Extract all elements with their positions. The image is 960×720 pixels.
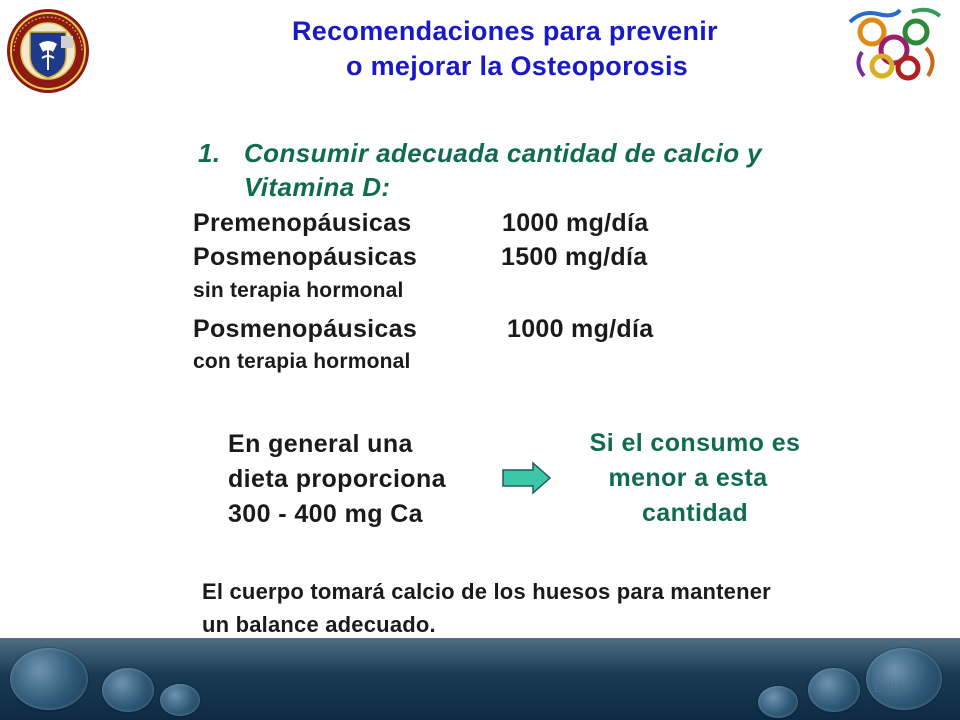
- consequence-line-1: Si el consumo es: [589, 429, 801, 457]
- diet-line-3: 300 - 400 mg Ca: [228, 500, 423, 528]
- intake-row-premenopausal: [193, 209, 649, 238]
- page-title: [240, 14, 800, 84]
- intake-note: sin terapia hormonal: [193, 279, 404, 302]
- university-seal-logo: [6, 8, 90, 94]
- diet-line-1: En general una: [228, 430, 413, 458]
- diet-statement: [228, 427, 528, 532]
- conclusion-line-2: un balance adecuado.: [202, 612, 436, 637]
- consequence-statement: [560, 426, 830, 531]
- footer-signature: LRV: [874, 679, 901, 695]
- intake-row-postmenopausal-no-therapy: [193, 243, 648, 272]
- intake-value: 1000 mg/día: [502, 209, 649, 237]
- decorative-bubble: [102, 668, 154, 712]
- intake-value: 1500 mg/día: [501, 243, 648, 271]
- decorative-bubble: [160, 684, 200, 716]
- title-line-1: Recomendaciones para prevenir: [292, 16, 718, 46]
- item-text-line-2: Vitamina D:: [244, 172, 391, 202]
- intake-value: 1000 mg/día: [507, 315, 654, 343]
- decorative-bubble: [10, 648, 88, 710]
- intake-note: con terapia hormonal: [193, 350, 411, 373]
- consequence-line-3: cantidad: [642, 499, 748, 527]
- diet-line-2: dieta proporciona: [228, 465, 446, 493]
- intake-row-postmenopausal-therapy: [193, 315, 654, 344]
- arrow-right-icon: [502, 461, 552, 495]
- intake-group: Posmenopáusicas: [193, 243, 418, 271]
- recommendation-item: [198, 136, 858, 204]
- item-text-line-1: Consumir adecuada cantidad de calcio y: [244, 138, 763, 168]
- item-number: 1.: [198, 138, 221, 168]
- footer-band: [0, 638, 960, 720]
- decorative-bubble: [758, 686, 798, 718]
- conclusion-line-1: El cuerpo tomará calcio de los huesos para mantener: [202, 579, 771, 604]
- conclusion-text: [202, 575, 922, 641]
- decorative-bubble: [808, 668, 860, 712]
- title-line-2: o mejorar la Osteoporosis: [346, 51, 689, 81]
- intake-group: Premenopáusicas: [193, 209, 412, 237]
- consequence-line-2: menor a esta: [608, 464, 768, 492]
- intake-group: Posmenopáusicas: [193, 315, 418, 343]
- medical-emblem-logo: [842, 4, 946, 86]
